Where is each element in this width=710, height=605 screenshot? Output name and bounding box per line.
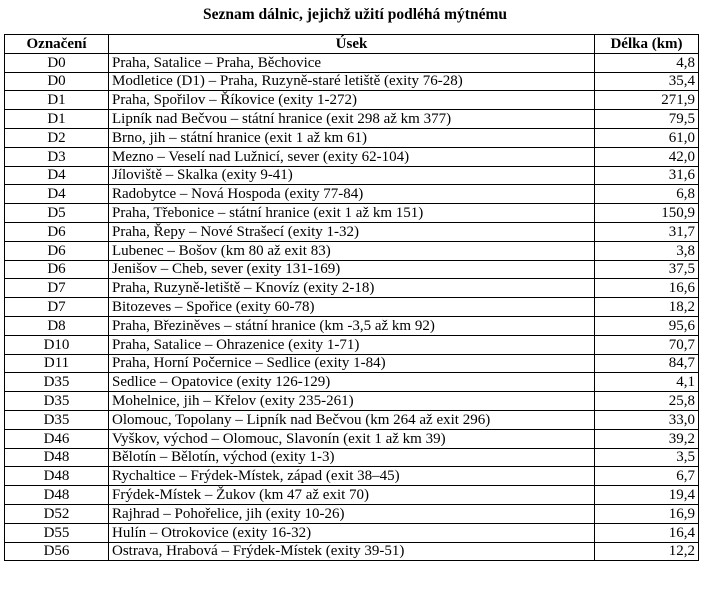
row-code: D48: [5, 486, 109, 505]
row-code: D0: [5, 72, 109, 91]
row-length: 25,8: [595, 392, 699, 411]
document-title: Seznam dálnic, jejichž užití podléhá mýtnému: [203, 6, 507, 23]
row-length: 4,1: [595, 373, 699, 392]
table-row: [5, 166, 699, 185]
row-segment: Modletice (D1) – Praha, Ruzyně-staré letiště (exity 76-28): [109, 72, 595, 91]
row-code: D35: [5, 392, 109, 411]
row-code: D48: [5, 467, 109, 486]
table-row: [5, 373, 699, 392]
row-segment: Praha, Březiněves – státní hranice (km -3,5 až km 92): [109, 316, 595, 335]
row-segment: Mezno – Veselí nad Lužnicí, sever (exity 62-104): [109, 147, 595, 166]
table-row: [5, 335, 699, 354]
row-length: 84,7: [595, 354, 699, 373]
row-length: 42,0: [595, 147, 699, 166]
table-row: [5, 110, 699, 129]
row-code: D1: [5, 110, 109, 129]
table-row: [5, 241, 699, 260]
row-segment: Jenišov – Cheb, sever (exity 131-169): [109, 260, 595, 279]
table-row: [5, 467, 699, 486]
row-length: 70,7: [595, 335, 699, 354]
row-length: 3,8: [595, 241, 699, 260]
table-row: [5, 523, 699, 542]
table-row: [5, 91, 699, 110]
table-row: [5, 410, 699, 429]
table-row: [5, 486, 699, 505]
row-length: 19,4: [595, 486, 699, 505]
row-segment: Praha, Spořilov – Říkovice (exity 1-272): [109, 91, 595, 110]
row-length: 18,2: [595, 298, 699, 317]
row-length: 16,4: [595, 523, 699, 542]
header-length: Délka (km): [595, 35, 699, 54]
row-length: 6,7: [595, 467, 699, 486]
table-row: [5, 504, 699, 523]
row-code: D4: [5, 185, 109, 204]
row-segment: Vyškov, východ – Olomouc, Slavonín (exit 1 až km 39): [109, 429, 595, 448]
table-row: [5, 147, 699, 166]
row-code: D7: [5, 298, 109, 317]
table-row: [5, 279, 699, 298]
row-code: D7: [5, 279, 109, 298]
table-row: [5, 298, 699, 317]
row-code: D1: [5, 91, 109, 110]
row-code: D3: [5, 147, 109, 166]
row-segment: Bělotín – Bělotín, východ (exity 1-3): [109, 448, 595, 467]
row-segment: Olomouc, Topolany – Lipník nad Bečvou (km 264 až exit 296): [109, 410, 595, 429]
row-code: D35: [5, 410, 109, 429]
toll-motorway-table: [4, 34, 699, 561]
row-segment: Hulín – Otrokovice (exity 16-32): [109, 523, 595, 542]
row-code: D0: [5, 53, 109, 72]
table-row: [5, 128, 699, 147]
row-code: D56: [5, 542, 109, 561]
row-segment: Mohelnice, jih – Křelov (exity 235-261): [109, 392, 595, 411]
row-length: 12,2: [595, 542, 699, 561]
row-code: D10: [5, 335, 109, 354]
row-length: 39,2: [595, 429, 699, 448]
row-code: D11: [5, 354, 109, 373]
header-code: Označení: [5, 35, 109, 54]
table-row: [5, 222, 699, 241]
row-segment: Rychaltice – Frýdek-Místek, západ (exit 38–45): [109, 467, 595, 486]
row-length: 79,5: [595, 110, 699, 129]
row-length: 16,9: [595, 504, 699, 523]
table-row: [5, 204, 699, 223]
table-row: [5, 429, 699, 448]
row-length: 31,6: [595, 166, 699, 185]
row-code: D55: [5, 523, 109, 542]
row-segment: Lipník nad Bečvou – státní hranice (exit 298 až km 377): [109, 110, 595, 129]
row-segment: Brno, jih – státní hranice (exit 1 až km 61): [109, 128, 595, 147]
row-code: D6: [5, 260, 109, 279]
row-length: 16,6: [595, 279, 699, 298]
row-segment: Lubenec – Bošov (km 80 až exit 83): [109, 241, 595, 260]
table-header-row: [5, 35, 699, 54]
table-row: [5, 448, 699, 467]
row-code: D6: [5, 222, 109, 241]
row-segment: Praha, Satalice – Ohrazenice (exity 1-71): [109, 335, 595, 354]
row-segment: Praha, Horní Počernice – Sedlice (exity 1-84): [109, 354, 595, 373]
table-row: [5, 72, 699, 91]
row-segment: Ostrava, Hrabová – Frýdek-Místek (exity 39-51): [109, 542, 595, 561]
row-code: D48: [5, 448, 109, 467]
row-segment: Praha, Řepy – Nové Strašecí (exity 1-32): [109, 222, 595, 241]
row-code: D35: [5, 373, 109, 392]
row-code: D4: [5, 166, 109, 185]
row-code: D2: [5, 128, 109, 147]
row-segment: Jíloviště – Skalka (exity 9-41): [109, 166, 595, 185]
row-length: 95,6: [595, 316, 699, 335]
row-segment: Praha, Satalice – Praha, Běchovice: [109, 53, 595, 72]
row-code: D5: [5, 204, 109, 223]
table-row: [5, 53, 699, 72]
row-code: D52: [5, 504, 109, 523]
table-row: [5, 354, 699, 373]
row-segment: Praha, Ruzyně-letiště – Knovíz (exity 2-18): [109, 279, 595, 298]
row-length: 31,7: [595, 222, 699, 241]
row-segment: Frýdek-Místek – Žukov (km 47 až exit 70): [109, 486, 595, 505]
row-segment: Bitozeves – Spořice (exity 60-78): [109, 298, 595, 317]
table-row: [5, 542, 699, 561]
row-segment: Rajhrad – Pohořelice, jih (exity 10-26): [109, 504, 595, 523]
row-length: 271,9: [595, 91, 699, 110]
row-length: 3,5: [595, 448, 699, 467]
row-length: 6,8: [595, 185, 699, 204]
row-length: 4,8: [595, 53, 699, 72]
table-row: [5, 260, 699, 279]
table-row: [5, 392, 699, 411]
row-length: 61,0: [595, 128, 699, 147]
row-segment: Radobytce – Nová Hospoda (exity 77-84): [109, 185, 595, 204]
row-code: D46: [5, 429, 109, 448]
row-length: 33,0: [595, 410, 699, 429]
row-length: 37,5: [595, 260, 699, 279]
table-row: [5, 316, 699, 335]
row-segment: Sedlice – Opatovice (exity 126-129): [109, 373, 595, 392]
row-code: D8: [5, 316, 109, 335]
header-segment: Úsek: [109, 35, 595, 54]
row-code: D6: [5, 241, 109, 260]
row-length: 150,9: [595, 204, 699, 223]
row-length: 35,4: [595, 72, 699, 91]
table-row: [5, 185, 699, 204]
row-segment: Praha, Třebonice – státní hranice (exit 1 až km 151): [109, 204, 595, 223]
